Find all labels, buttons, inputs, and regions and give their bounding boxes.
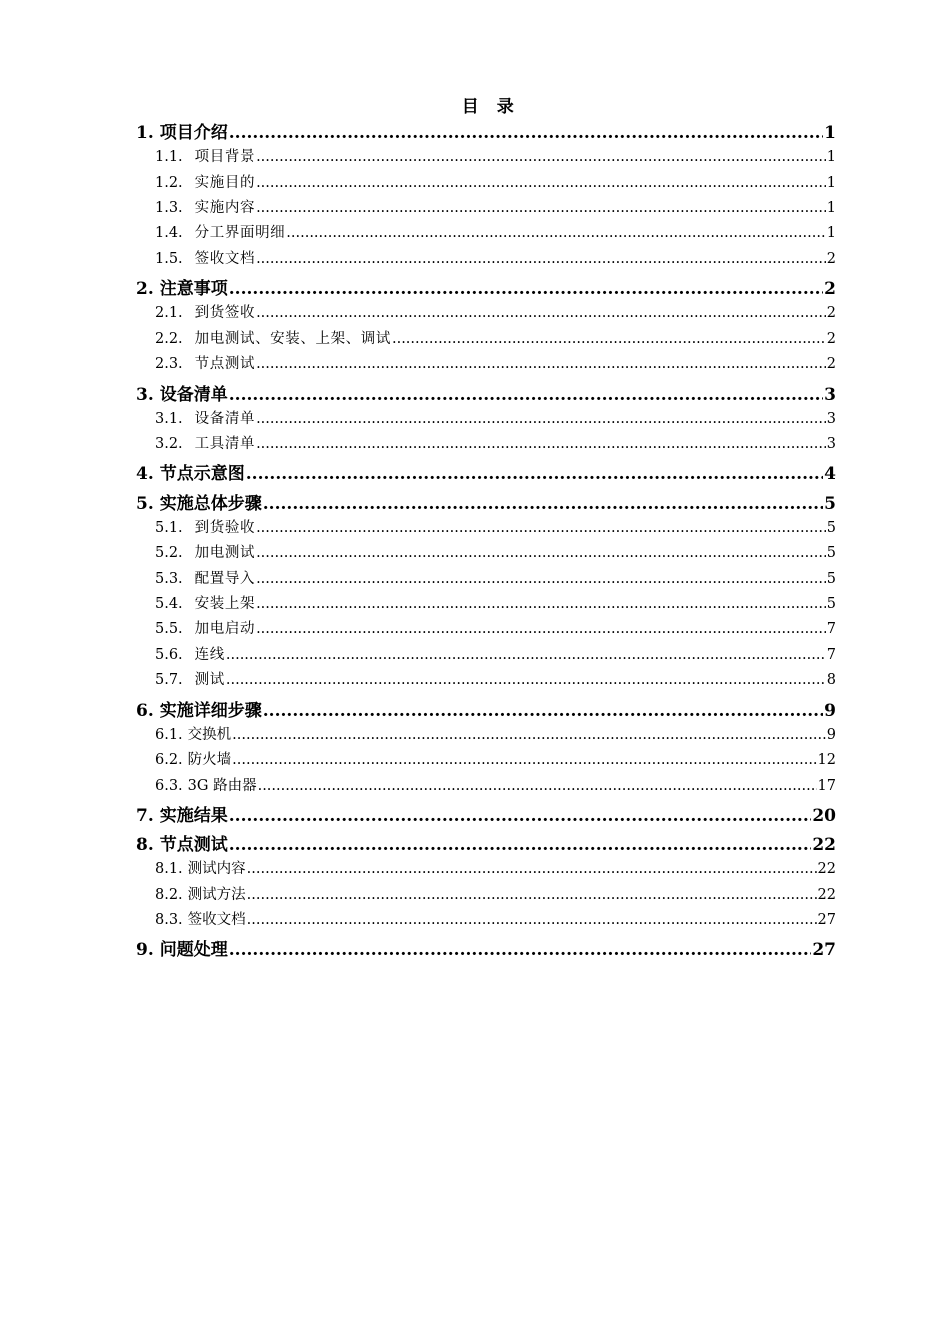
toc-entry-section[interactable] — [136, 883, 836, 908]
toc-dot-leader — [286, 225, 825, 241]
toc-entry-number: 3.2. — [155, 436, 183, 453]
toc-entry-page-number: 2 — [826, 305, 836, 322]
toc-entry-page-number: 17 — [817, 777, 836, 794]
toc-entry-section[interactable] — [136, 221, 836, 246]
toc-dot-leader — [256, 520, 826, 536]
toc-dot-leader — [256, 305, 826, 321]
toc-dot-leader — [392, 331, 826, 347]
toc-entry-label: 防火墙 — [187, 752, 232, 769]
toc-entry-section[interactable] — [136, 668, 836, 693]
toc-entry-page-number: 2 — [824, 279, 836, 300]
toc-entry-page-number: 2 — [826, 330, 836, 347]
toc-entry-number: 1.5. — [155, 250, 183, 267]
toc-entry-page-number: 9 — [826, 726, 836, 743]
toc-entry-label: 设备清单 — [159, 384, 228, 405]
toc-entry-section[interactable] — [136, 567, 836, 592]
toc-entry-page-number: 22 — [817, 886, 836, 903]
toc-entry-section[interactable] — [136, 352, 836, 377]
toc-title: 目 录 — [461, 97, 515, 117]
toc-entry-label: 分工界面明细 — [194, 225, 286, 242]
toc-entry-label: 配置导入 — [194, 570, 256, 587]
toc-entry-label: 工具清单 — [194, 436, 256, 453]
toc-entry-section[interactable] — [136, 171, 836, 196]
toc-dot-leader — [247, 861, 817, 877]
toc-entry-page-number: 1 — [826, 199, 836, 216]
toc-dot-leader — [263, 701, 823, 721]
toc-entry-number: 1.4. — [155, 225, 183, 242]
toc-entry-section[interactable] — [136, 541, 836, 566]
toc-entry-page-number: 27 — [817, 912, 836, 929]
toc-entry-section[interactable] — [136, 407, 836, 432]
toc-dot-leader — [229, 123, 823, 143]
toc-entry-page-number: 5 — [826, 596, 836, 613]
toc-entry-number: 1.2. — [155, 174, 183, 191]
toc-entry-label: 实施目的 — [194, 174, 256, 191]
toc-entry-chapter[interactable] — [136, 116, 836, 145]
toc-entry-number: 8.3. — [155, 912, 183, 929]
toc-dot-leader — [256, 149, 826, 165]
toc-entry-page-number: 7 — [826, 646, 836, 663]
toc-entry-number: 2. — [136, 279, 154, 300]
toc-entry-section[interactable] — [136, 432, 836, 457]
toc-entry-number: 8.2. — [155, 886, 183, 903]
toc-entry-section[interactable] — [136, 247, 836, 272]
toc-entry-page-number: 8 — [826, 672, 836, 689]
toc-entry-number: 5.7. — [155, 672, 183, 689]
toc-entry-label: 连线 — [194, 646, 225, 663]
toc-entry-number: 5.5. — [155, 621, 183, 638]
toc-entry-page-number: 22 — [812, 835, 836, 856]
toc-entry-number: 2.1. — [155, 305, 183, 322]
toc-dot-leader — [229, 385, 823, 405]
toc-entry-section[interactable] — [136, 301, 836, 326]
toc-entry-page-number: 3 — [826, 436, 836, 453]
toc-dot-leader — [229, 806, 812, 826]
toc-dot-leader — [256, 621, 826, 637]
toc-dot-leader — [232, 727, 826, 743]
toc-entry-chapter[interactable] — [136, 272, 836, 301]
toc-entry-chapter[interactable] — [136, 799, 836, 828]
toc-dot-leader — [256, 596, 826, 612]
toc-dot-leader — [256, 251, 826, 267]
toc-entry-number: 3.1. — [155, 410, 183, 427]
toc-entry-number: 3. — [136, 384, 154, 405]
toc-entry-number: 6.1. — [155, 726, 183, 743]
toc-entry-label: 实施结果 — [159, 805, 228, 826]
toc-entry-number: 1.1. — [155, 149, 183, 166]
toc-entry-page-number: 5 — [826, 519, 836, 536]
toc-entry-page-number: 3 — [826, 410, 836, 427]
toc-entry-label: 实施总体步骤 — [159, 493, 262, 514]
toc-dot-leader — [256, 175, 826, 191]
toc-entry-label: 加电测试、安装、上架、调试 — [194, 330, 391, 347]
toc-entry-page-number: 5 — [826, 570, 836, 587]
toc-entry-label: 测试方法 — [187, 886, 246, 903]
toc-entry-number: 8.1. — [155, 861, 183, 878]
toc-entry-page-number: 20 — [812, 805, 836, 826]
toc-entry-section[interactable] — [136, 908, 836, 933]
toc-entry-label: 节点示意图 — [159, 464, 245, 485]
toc-entry-label: 注意事项 — [159, 279, 228, 300]
toc-entry-page-number: 7 — [826, 621, 836, 638]
toc-entry-number: 6.2. — [155, 752, 183, 769]
toc-entry-section[interactable] — [136, 617, 836, 642]
toc-dot-leader — [258, 778, 817, 794]
toc-entry-number: 8. — [136, 835, 154, 856]
toc-entry-label: 3G 路由器 — [187, 777, 257, 794]
toc-dot-leader — [256, 436, 826, 452]
toc-entry-chapter[interactable] — [136, 487, 836, 516]
toc-entry-chapter[interactable] — [136, 378, 836, 407]
toc-entry-label: 实施内容 — [194, 199, 256, 216]
toc-dot-leader — [229, 835, 812, 855]
toc-entry-page-number: 4 — [824, 464, 836, 485]
toc-entry-number: 5.2. — [155, 545, 183, 562]
toc-entry-label: 项目介绍 — [159, 123, 228, 143]
toc-entry-section[interactable] — [136, 145, 836, 170]
toc-entry-number: 5.1. — [155, 519, 183, 536]
toc-entry-label: 加电启动 — [194, 621, 256, 638]
toc-dot-leader — [232, 752, 816, 768]
toc-entry-number: 9. — [136, 940, 154, 961]
toc-entry-label: 实施详细步骤 — [159, 700, 262, 721]
toc-entry-chapter[interactable] — [136, 828, 836, 857]
toc-entry-page-number: 27 — [812, 940, 836, 961]
toc-dot-leader — [256, 200, 826, 216]
toc-entry-page-number: 1 — [824, 123, 836, 143]
toc-entry-page-number: 12 — [817, 752, 836, 769]
toc-entry-page-number: 22 — [817, 861, 836, 878]
toc-entry-label: 测试 — [194, 672, 225, 689]
toc-entry-page-number: 1 — [826, 174, 836, 191]
toc-entry-page-number: 9 — [824, 700, 836, 721]
toc-dot-leader — [246, 464, 823, 484]
toc-entry-page-number: 3 — [824, 384, 836, 405]
toc-entry-page-number: 1 — [826, 225, 836, 242]
toc-entry-section[interactable] — [136, 592, 836, 617]
toc-entry-label: 节点测试 — [159, 835, 228, 856]
toc-dot-leader — [256, 356, 826, 372]
toc-entry-number: 5.6. — [155, 646, 183, 663]
toc-entry-section[interactable] — [136, 857, 836, 882]
toc-entry-number: 4. — [136, 464, 154, 485]
toc-entry-number: 2.3. — [155, 356, 183, 373]
toc-entry-chapter[interactable] — [136, 933, 836, 962]
toc-entry-section[interactable] — [136, 723, 836, 748]
toc-entry-label: 交换机 — [187, 726, 232, 743]
toc-dot-leader — [256, 571, 826, 587]
toc-dot-leader — [263, 494, 823, 514]
toc-entry-number: 1.3. — [155, 199, 183, 216]
toc-entry-label: 签收文档 — [194, 250, 256, 267]
toc-entry-page-number: 2 — [826, 356, 836, 373]
toc-entry-label: 问题处理 — [159, 940, 228, 961]
toc-entry-label: 加电测试 — [194, 545, 256, 562]
toc-entry-number: 5. — [136, 493, 154, 514]
toc-entry-label: 测试内容 — [187, 861, 246, 878]
toc-entry-label: 项目背景 — [194, 149, 256, 166]
toc-entry-number: 5.3. — [155, 570, 183, 587]
toc-dot-leader — [256, 545, 826, 561]
toc-entry-chapter[interactable] — [136, 457, 836, 486]
toc-entry-section[interactable] — [136, 196, 836, 221]
toc-dot-leader — [247, 912, 817, 928]
toc-entry-number: 1. — [136, 123, 154, 143]
toc-dot-leader — [226, 647, 826, 663]
toc-entry-label: 节点测试 — [194, 356, 256, 373]
toc-entry-label: 设备清单 — [194, 410, 256, 427]
toc-entry-section[interactable] — [136, 516, 836, 541]
toc-dot-leader — [229, 279, 823, 299]
toc-entry-number: 5.4. — [155, 596, 183, 613]
toc-entry-number: 7. — [136, 805, 154, 826]
table-of-contents — [136, 116, 836, 963]
toc-entry-section[interactable] — [136, 774, 836, 799]
toc-dot-leader — [256, 411, 826, 427]
toc-entry-number: 6.3. — [155, 777, 183, 794]
toc-entry-page-number: 5 — [826, 545, 836, 562]
toc-entry-page-number: 5 — [824, 493, 836, 514]
toc-entry-label: 签收文档 — [187, 912, 246, 929]
toc-entry-section[interactable] — [136, 643, 836, 668]
toc-entry-number: 6. — [136, 700, 154, 721]
toc-entry-label: 安装上架 — [194, 596, 256, 613]
toc-entry-label: 到货签收 — [194, 305, 256, 322]
toc-entry-page-number: 2 — [826, 250, 836, 267]
toc-entry-page-number: 1 — [826, 149, 836, 166]
toc-dot-leader — [226, 672, 826, 688]
toc-entry-label: 到货验收 — [194, 519, 256, 536]
toc-entry-chapter[interactable] — [136, 694, 836, 723]
toc-dot-leader — [229, 940, 812, 960]
toc-entry-section[interactable] — [136, 327, 836, 352]
toc-entry-section[interactable] — [136, 748, 836, 773]
toc-entry-number: 2.2. — [155, 330, 183, 347]
toc-dot-leader — [247, 887, 817, 903]
